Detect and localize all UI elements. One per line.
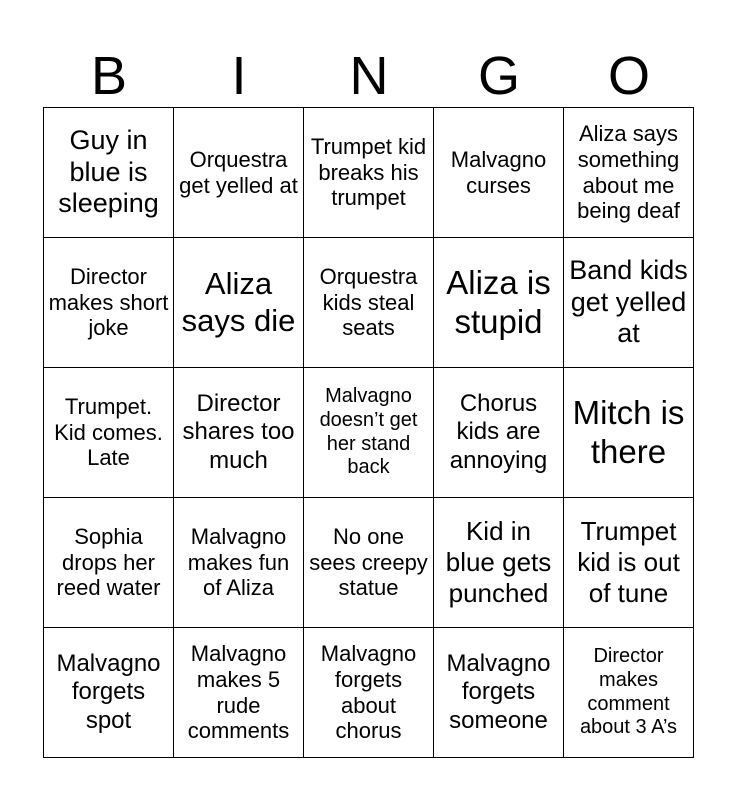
bingo-header bbox=[44, 44, 694, 108]
header-letter-o: O bbox=[607, 46, 650, 106]
bingo-cell[interactable]: Aliza is stupid bbox=[434, 238, 564, 368]
bingo-cell[interactable]: Director shares too much bbox=[174, 368, 304, 498]
bingo-cell[interactable]: Orquestra get yelled at bbox=[174, 108, 304, 238]
bingo-cell[interactable]: Chorus kids are annoying bbox=[434, 368, 564, 498]
bingo-cell[interactable]: Band kids get yelled at bbox=[564, 238, 694, 368]
bingo-cell[interactable]: Malvagno makes fun of Aliza bbox=[174, 498, 304, 628]
bingo-cell[interactable]: Kid in blue gets punched bbox=[434, 498, 564, 628]
bingo-grid bbox=[43, 107, 694, 758]
header-letter-i: I bbox=[231, 46, 247, 106]
header-letter-g: G bbox=[477, 46, 520, 106]
bingo-cell[interactable]: Malvagno forgets spot bbox=[44, 628, 174, 758]
bingo-cell[interactable]: Malvagno forgets about chorus bbox=[304, 628, 434, 758]
bingo-cell[interactable]: Trumpet kid is out of tune bbox=[564, 498, 694, 628]
header-letter-b: B bbox=[90, 46, 128, 106]
bingo-cell[interactable]: Orquestra kids steal seats bbox=[304, 238, 434, 368]
bingo-cell[interactable]: Mitch is there bbox=[564, 368, 694, 498]
bingo-cell[interactable]: Trumpet kid breaks his trumpet bbox=[304, 108, 434, 238]
bingo-cell[interactable]: No one sees creepy statue bbox=[304, 498, 434, 628]
bingo-cell[interactable]: Aliza says something about me being deaf bbox=[564, 108, 694, 238]
bingo-cell[interactable]: Trumpet. Kid comes. Late bbox=[44, 368, 174, 498]
bingo-cell[interactable]: Aliza says die bbox=[174, 238, 304, 368]
bingo-cell[interactable]: Malvagno curses bbox=[434, 108, 564, 238]
bingo-cell[interactable]: Director makes short joke bbox=[44, 238, 174, 368]
bingo-cell[interactable]: Malvagno makes 5 rude comments bbox=[174, 628, 304, 758]
bingo-cell[interactable]: Malvagno doesn’t get her stand back bbox=[304, 368, 434, 498]
bingo-cell[interactable]: Malvagno forgets someone bbox=[434, 628, 564, 758]
header-letter-n: N bbox=[349, 46, 389, 106]
bingo-cell[interactable]: Sophia drops her reed water bbox=[44, 498, 174, 628]
bingo-cell[interactable]: Director makes comment about 3 A’s bbox=[564, 628, 694, 758]
bingo-cell[interactable]: Guy in blue is sleeping bbox=[44, 108, 174, 238]
